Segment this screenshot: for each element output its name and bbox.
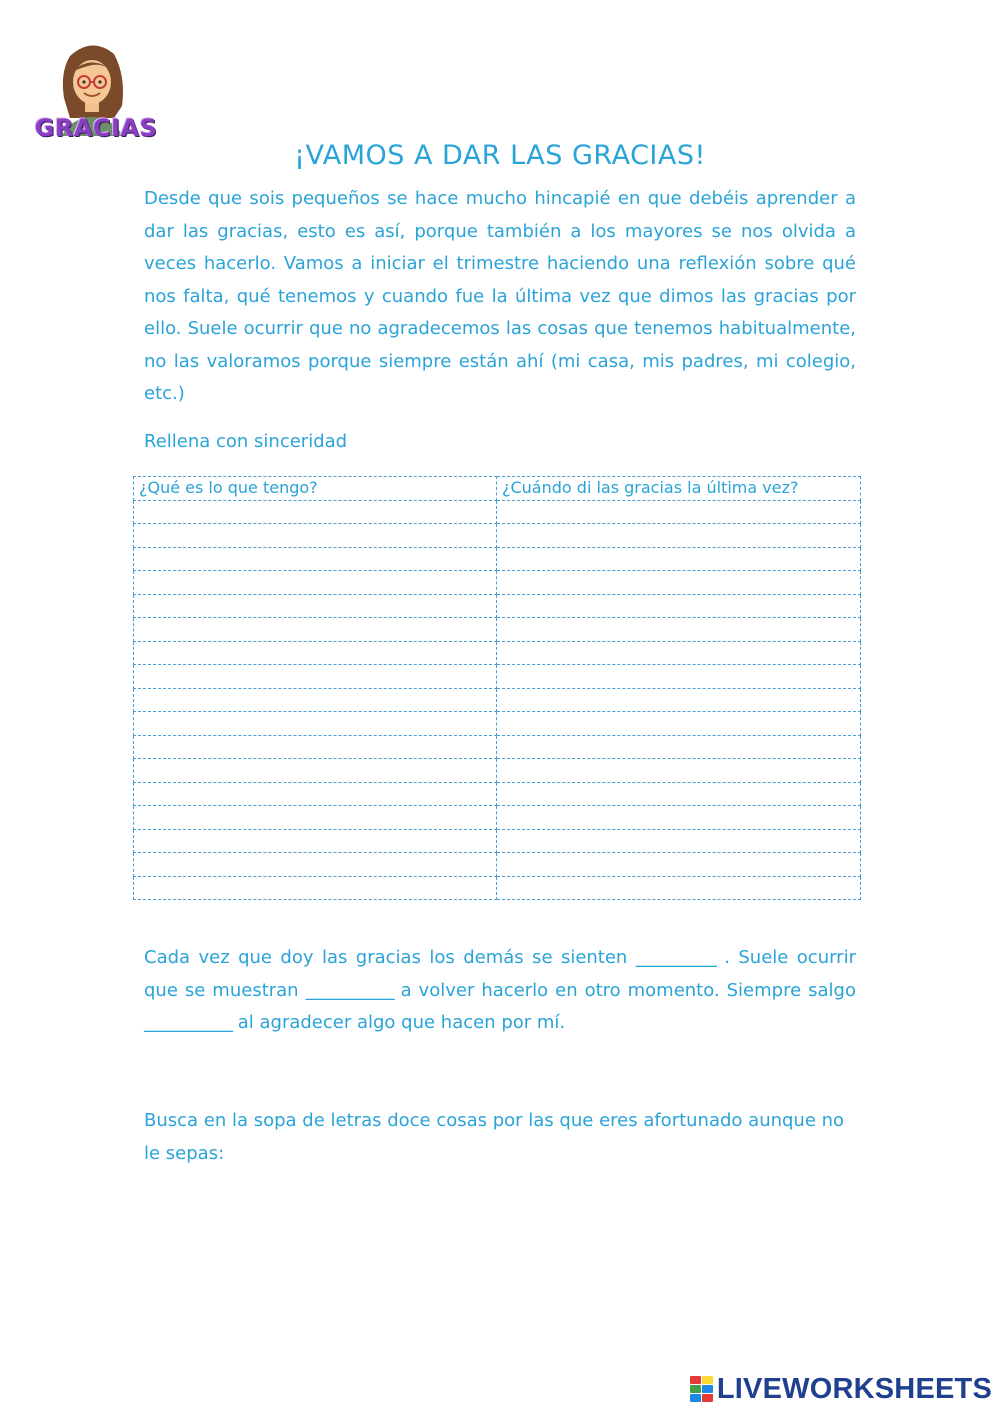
answer-cell[interactable] [497, 806, 861, 830]
answer-cell[interactable] [134, 547, 497, 571]
answer-cell[interactable] [134, 665, 497, 689]
fill-in-text: al agradecer algo que hacen por mí. [237, 1012, 566, 1033]
answer-cell[interactable] [134, 641, 497, 665]
answer-cell[interactable] [134, 571, 497, 595]
fill-in-paragraph [144, 942, 856, 1040]
header-what-i-have: ¿Qué es lo que tengo? [134, 477, 497, 501]
answer-cell[interactable] [497, 712, 861, 736]
fill-in-text: . Suele ocurrir que se muestran [144, 947, 856, 1001]
answer-cell[interactable] [134, 594, 497, 618]
table-row [134, 759, 861, 783]
word-search-prompt: Busca en la sopa de letras doce cosas por las que eres afortunado aunque no le sepas: [144, 1110, 845, 1164]
table-row [134, 712, 861, 736]
answer-cell[interactable] [497, 782, 861, 806]
table-row [134, 782, 861, 806]
answer-cell[interactable] [134, 735, 497, 759]
answer-cell[interactable] [497, 500, 861, 524]
answer-cell[interactable] [497, 665, 861, 689]
gracias-logo [30, 36, 160, 148]
answer-cell[interactable] [497, 688, 861, 712]
fill-in-text: a volver hacerlo en otro momento. Siempre salgo [400, 979, 856, 1001]
table-header-row [134, 477, 861, 501]
answer-cell[interactable] [497, 594, 861, 618]
liveworksheets-logo-icon [689, 1374, 715, 1404]
answer-cell[interactable] [497, 829, 861, 853]
answer-cell[interactable] [497, 547, 861, 571]
intro-paragraph: Desde que sois pequeños se hace mucho hincapié en que debéis aprender a dar las gracias, esto es así, porque también a los mayores se nos olvida a veces hacerlo. Vamos a iniciar el trimestre haciendo una reflexión sobre qué nos falta, qué tenemos y cuando fue la última vez que dimos las gracias por ello. Suele ocurrir que no agradecemos las cosas que tenemos habitualmente, no las valoramos porque siempre están ahí (mi casa, mis padres, mi colegio, etc.) [144, 188, 856, 404]
answer-cell[interactable] [497, 876, 861, 900]
table-row [134, 594, 861, 618]
table-row [134, 735, 861, 759]
instruction-text: Rellena con sinceridad [144, 431, 348, 452]
answer-cell[interactable] [134, 782, 497, 806]
answer-cell[interactable] [134, 853, 497, 877]
page-title: ¡VAMOS A DAR LAS GRACIAS! [294, 140, 706, 172]
table-row [134, 500, 861, 524]
gratitude-table [133, 476, 861, 900]
table-row [134, 524, 861, 548]
answer-cell[interactable] [134, 712, 497, 736]
blank-feel-input[interactable]: __________ [635, 947, 716, 968]
logo-label: GRACIAS [34, 114, 158, 142]
table-row [134, 806, 861, 830]
liveworksheets-brand[interactable]: LIVEWORKSHEETS [716, 1372, 992, 1405]
liveworksheets-footer [689, 1372, 992, 1406]
table-row [134, 641, 861, 665]
answer-cell[interactable] [134, 618, 497, 642]
table-row [134, 829, 861, 853]
table-row [134, 618, 861, 642]
table-row [134, 876, 861, 900]
answer-cell[interactable] [134, 829, 497, 853]
blank-willing-input[interactable]: ___________ [305, 979, 394, 1001]
table-row [134, 688, 861, 712]
answer-cell[interactable] [134, 759, 497, 783]
answer-cell[interactable] [497, 759, 861, 783]
answer-cell[interactable] [497, 735, 861, 759]
table-row [134, 665, 861, 689]
blank-result-input[interactable]: ___________ [144, 1012, 232, 1033]
table-row [134, 571, 861, 595]
answer-cell[interactable] [497, 524, 861, 548]
table-row [134, 853, 861, 877]
answer-cell[interactable] [497, 853, 861, 877]
answer-cell[interactable] [134, 876, 497, 900]
header-when-thanked: ¿Cuándo di las gracias la última vez? [497, 477, 861, 501]
answer-cell[interactable] [497, 641, 861, 665]
answer-cell[interactable] [134, 688, 497, 712]
fill-in-text: Cada vez que doy las gracias los demás se sienten [144, 947, 628, 968]
answer-cell[interactable] [134, 806, 497, 830]
answer-cell[interactable] [497, 618, 861, 642]
answer-cell[interactable] [497, 571, 861, 595]
table-row [134, 547, 861, 571]
answer-cell[interactable] [134, 500, 497, 524]
answer-cell[interactable] [134, 524, 497, 548]
